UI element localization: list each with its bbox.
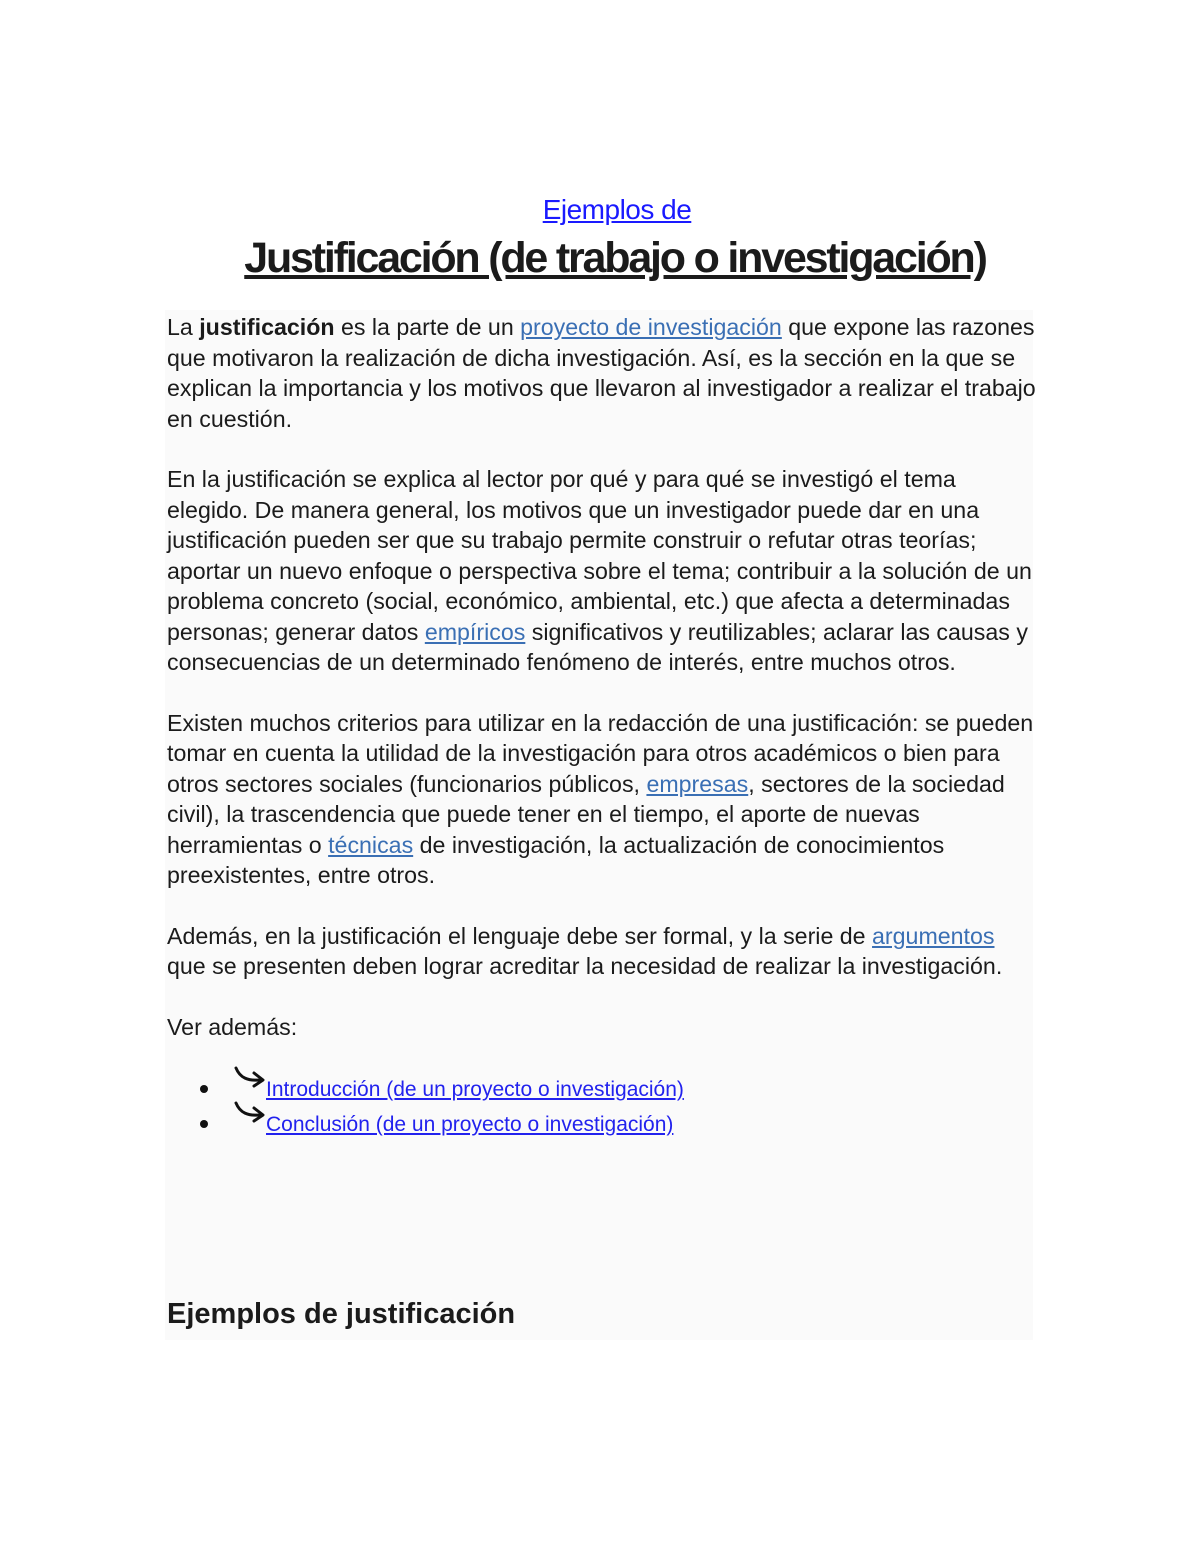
document-header [0, 194, 1200, 283]
text: Existen muchos criterios para utilizar en la redacción de una justificación: se pueden tomar en cuenta la utilidad de la investigación para otros académicos o bien para otros sectores sociales (funcionarios públicos, [167, 709, 1034, 797]
paragraph-2 [167, 464, 1037, 678]
link-conclusion[interactable]: Conclusión (de un proyecto o investigación) [266, 1113, 674, 1136]
link-proyecto-de-investigacion[interactable]: proyecto de investigación [520, 314, 782, 340]
link-argumentos[interactable]: argumentos [872, 922, 995, 949]
link-empresas[interactable]: empresas [646, 770, 749, 797]
text: En la justificación se explica al lector por qué y para qué se investigó el tema elegido. De manera general, los motivos que un investigador puede dar en una justificación pueden ser que su trabajo permite construir o refutar otras teorías; aportar un nuevo enfoque o perspectiva sobre el tema; contribuir a la solución de un problema concreto (social, económico, ambiental, etc.) que afecta a determinadas personas; generar datos [167, 466, 1032, 645]
link-empiricos[interactable]: empíricos [424, 618, 526, 645]
text: es la parte de un [334, 314, 521, 340]
text: que se presenten deben lograr acreditar la necesidad de realizar la investigación. [167, 953, 1003, 979]
text: de investigación, la actualización de conocimientos preexistentes, entre otros. [167, 831, 945, 888]
list-item [200, 1072, 1037, 1107]
bullet-icon [200, 1085, 208, 1093]
paragraph-4 [167, 921, 1037, 982]
text: que expone las razones que motivaron la realización de dicha investigación. Así, es la sección en la que se explican la importancia y los motivos que llevaron al investigador a realizar el trabajo en cuestión. [167, 314, 1036, 432]
curved-arrow-icon [234, 1099, 266, 1125]
see-also-label: Ver además: [167, 1013, 298, 1040]
text: significativos y reutilizables; aclarar las causas y consecuencias de un determinado fenómeno de interés, entre muchos otros. [167, 618, 1028, 675]
page-title: Justificación (de trabajo o investigación) [244, 234, 986, 282]
curved-arrow-icon [234, 1064, 266, 1090]
list-item [200, 1107, 1037, 1142]
kicker-link[interactable]: Ejemplos de [542, 194, 692, 225]
text: Además, en la justificación el lenguaje debe ser formal, y la serie de [167, 922, 873, 949]
text: , sectores de la sociedad civil), la trascendencia que puede tener en el tiempo, el aporte de nuevas herramientas o [167, 770, 1005, 858]
link-tecnicas[interactable]: técnicas [328, 831, 414, 858]
section-heading: Ejemplos de justificación [167, 1298, 516, 1330]
link-introduccion[interactable]: Introducción (de un proyecto o investigación) [266, 1078, 684, 1101]
text: La [167, 314, 200, 340]
bold-term: justificación [199, 314, 335, 340]
paragraph-1 [167, 312, 1037, 434]
related-links-list [200, 1072, 1037, 1142]
paragraph-3 [167, 708, 1037, 891]
article-body [167, 312, 1037, 1142]
bullet-icon [200, 1120, 208, 1128]
